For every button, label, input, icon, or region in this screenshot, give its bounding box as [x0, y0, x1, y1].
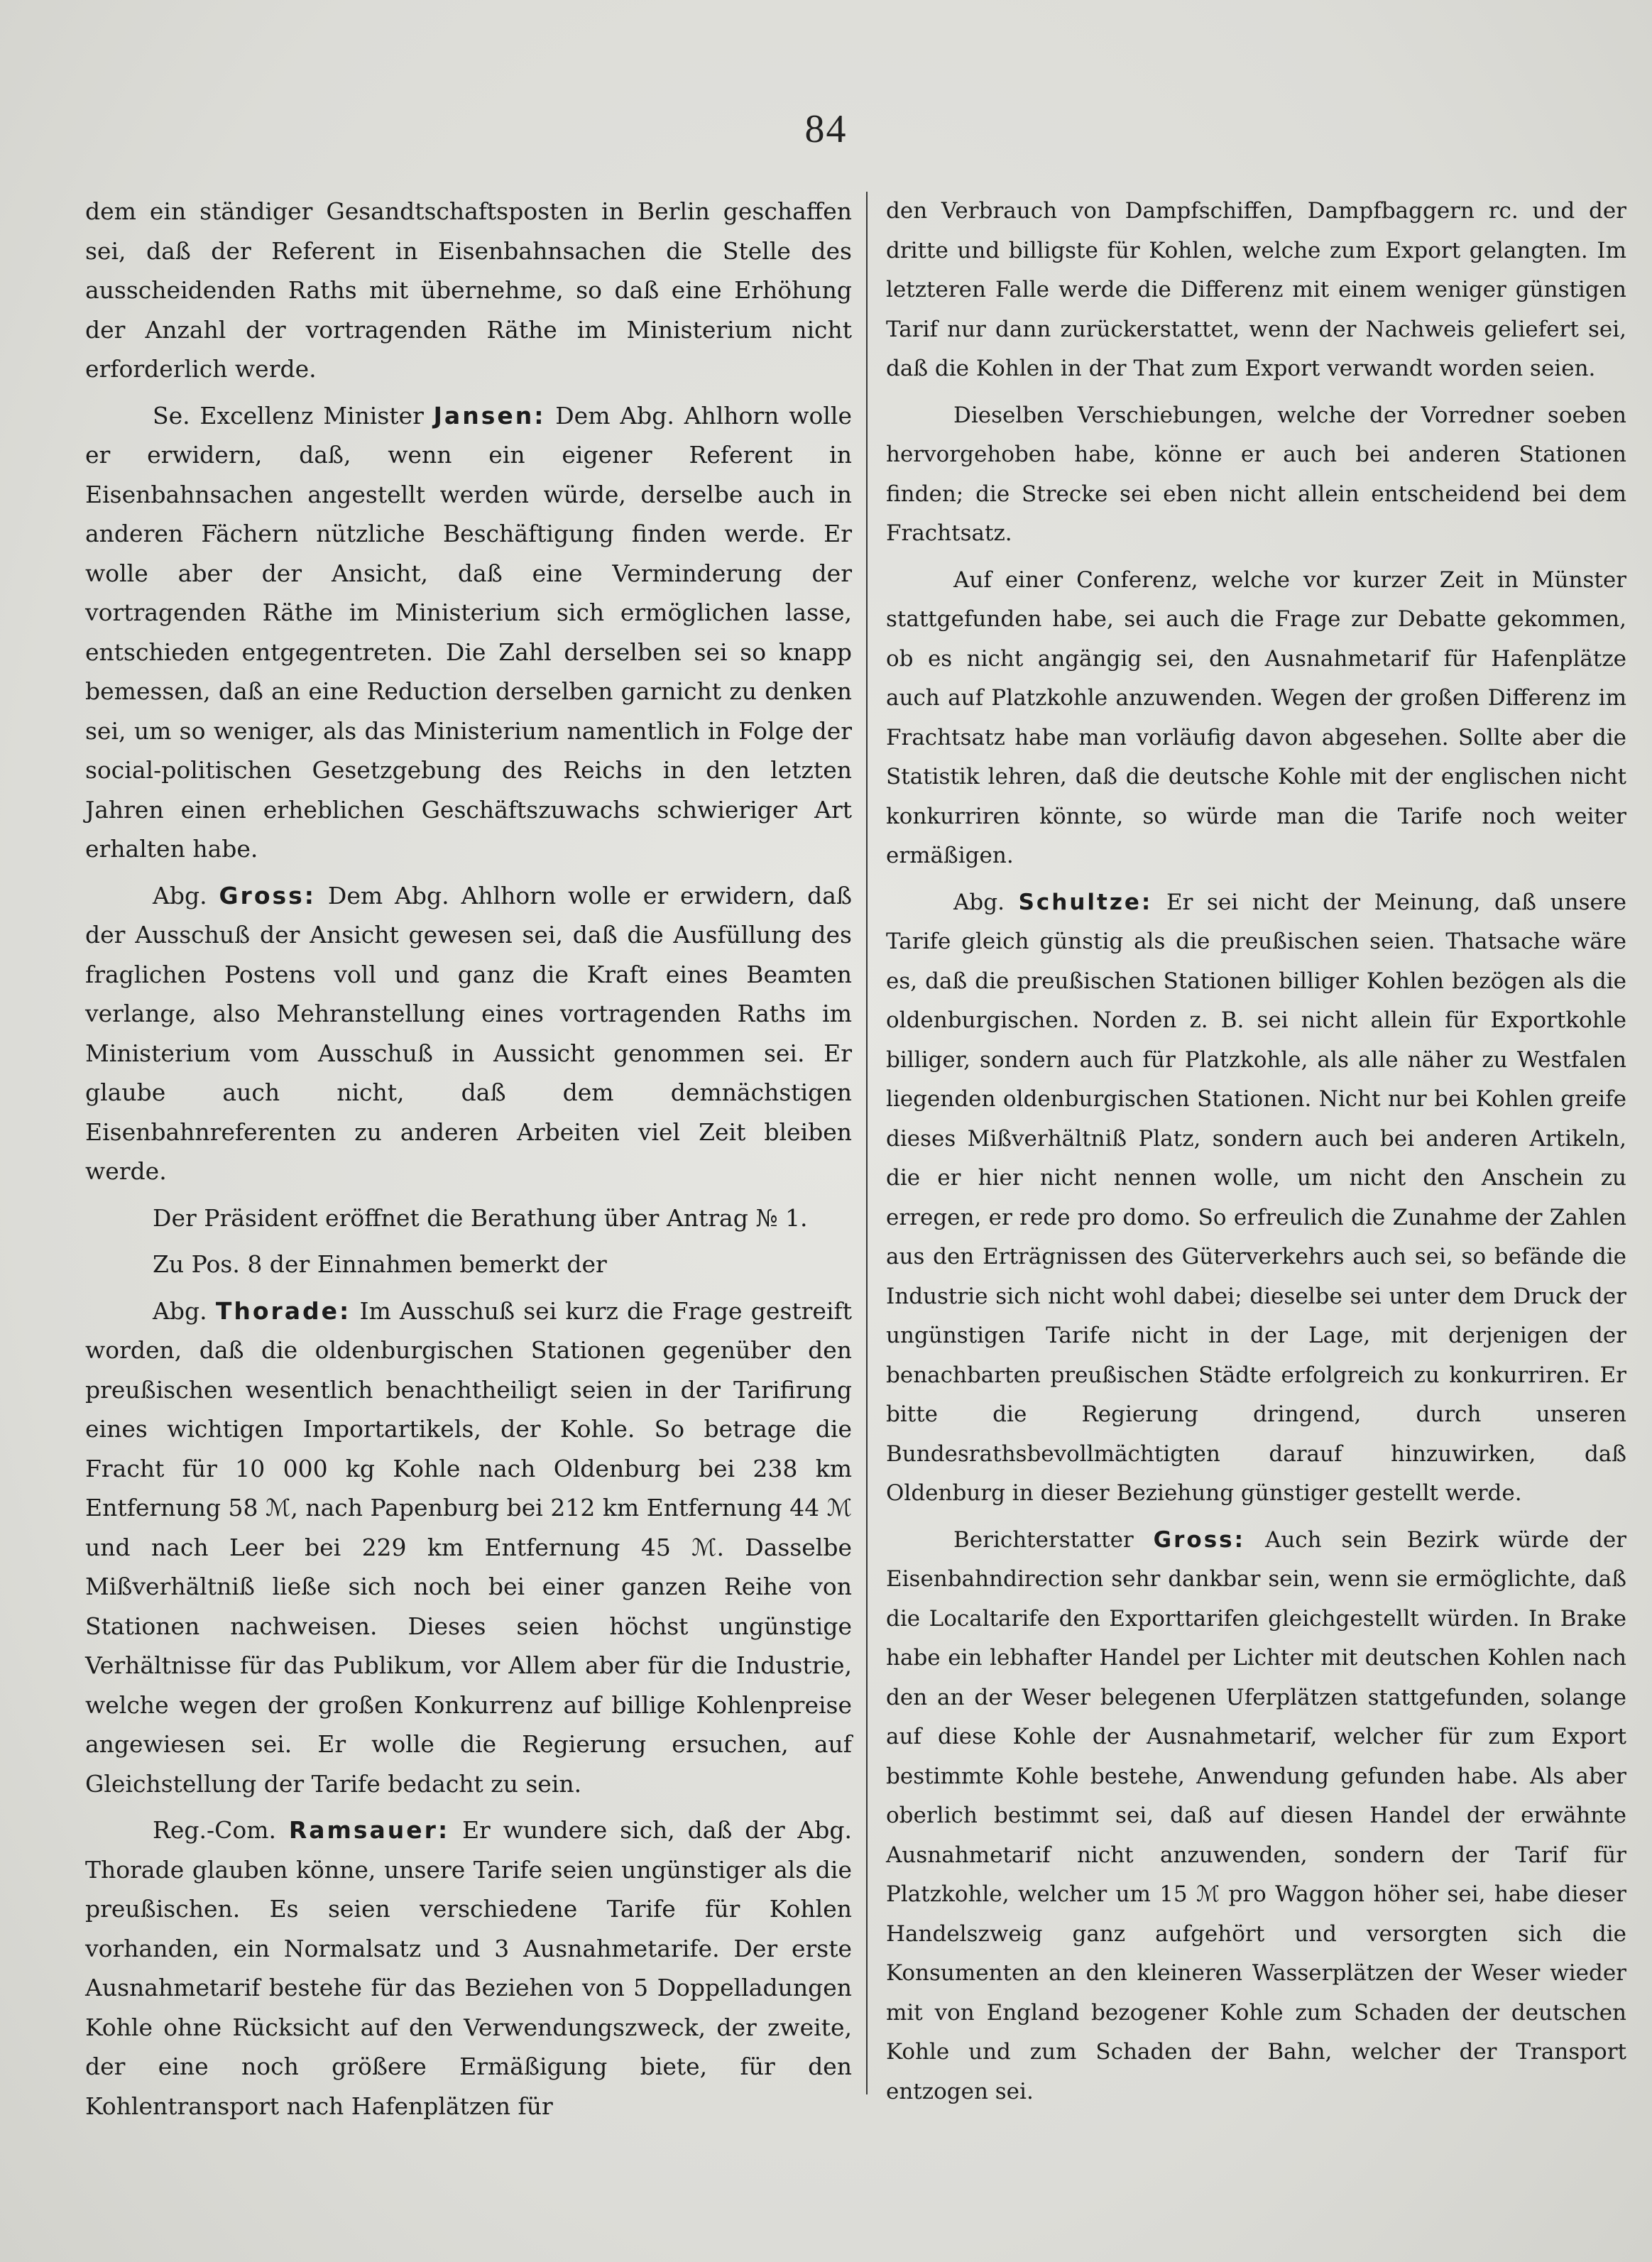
speaker-prefix: Reg.-Com.: [153, 1816, 289, 1844]
paragraph: [85, 1810, 852, 2126]
speaker-prefix: Se. Excellenz Minister: [153, 401, 434, 430]
paragraph: [886, 396, 1626, 554]
paragraph-text: Zu Pos. 8 der Einnahmen bemerkt der: [153, 1250, 607, 1278]
paragraph-text: Er sei nicht der Meinung, daß unsere Tarife gleich günstig als die preußischen seien. Thatsache wäre es, daß die preußischen Stationen billiger Kohlen bezögen als die oldenburgischen. Norden z. B. sei nicht allein für Exportkohle billiger, sondern auch für Platzkohle, als alle näher zu Westfalen liegenden oldenburgischen Stationen. Nicht nur bei Kohlen greife dieses Mißverhältniß Platz, sondern auch bei anderen Artikeln, die er hier nicht nennen wolle, um nicht den Anschein zu erregen, er rede pro domo. So erfreulich die Zunahme der Zahlen aus den Erträgnissen des Güterverkehrs auch sei, so befände die Industrie sich nicht wohl dabei; dieselbe sei unter dem Druck der ungünstigen Tarife nicht in der Lage, mit derjenigen der benachbarten preußischen Städte erfolgreich zu konkurriren. Er bitte die Regierung dringend, durch unseren Bundesrathsbevollmächtigten darauf hinzuwirken, daß Oldenburg in dieser Beziehung günstiger gestellt werde.: [886, 889, 1626, 1506]
speaker-name: Gross:: [1153, 1526, 1246, 1553]
speaker-prefix: Abg.: [153, 1296, 216, 1325]
left-column: [85, 192, 852, 2133]
paragraph: [886, 883, 1626, 1514]
speaker-name: Jansen:: [433, 401, 546, 430]
paragraph: [85, 1245, 852, 1284]
page-number: 84: [804, 107, 848, 151]
paragraph-text: Auf einer Conferenz, welche vor kurzer Zeit in Münster stattgefunden habe, sei auch die Frage zur Debatte gekommen, ob es nicht angängig sei, den Ausnahmetarif für Hafenplätze auch auf Platzkohle anzuwenden. Wegen der großen Differenz im Frachtsatz habe man vorläufig davon abgesehen. Sollte aber die Statistik lehren, daß die deutsche Kohle mit der englischen nicht konkurriren könnte, so würde man die Tarife noch weiter ermäßigen.: [886, 567, 1626, 868]
speaker-name: Gross:: [219, 881, 316, 909]
paragraph: [85, 396, 852, 869]
paragraph: [886, 192, 1626, 389]
paragraph-text: Dieselben Verschiebungen, welche der Vorredner soeben hervorgehoben habe, könne er auch bei anderen Stationen finden; die Strecke sei eben nicht allein entscheidend bei dem Frachtsatz.: [886, 402, 1626, 546]
speaker-prefix: Abg.: [153, 881, 219, 909]
paragraph: [886, 1521, 1626, 2112]
paragraph-text: Er wundere sich, daß der Abg. Thorade glauben könne, unsere Tarife seien ungünstiger als die preußischen. Es seien verschiedene Tarife für Kohlen vorhanden, ein Normalsatz und 3 Ausnahmetarife. Der erste Ausnahmetarif bestehe für das Beziehen von 5 Doppelladungen Kohle ohne Rücksicht auf den Verwendungszweck, der zweite, der eine noch größere Ermäßigung biete, für den Kohlentransport nach Hafenplätzen für: [85, 1816, 852, 2120]
paragraph: [886, 561, 1626, 876]
paragraph: [85, 876, 852, 1191]
paragraph-text: Auch sein Bezirk würde der Eisenbahndirection sehr dankbar sein, wenn sie ermöglichte, daß die Localtarife den Exporttarifen gleichgestellt würden. In Brake habe ein lebhafter Handel per Lichter mit deutschen Kohlen nach den an der Weser belegenen Uferplätzen stattgefunden, solange auf diese Kohle der Ausnahmetarif, welcher für zum Export bestimmte Kohle bestehe, Anwendung gefunden habe. Als aber oberlich bestimmt sei, daß auf diesen Handel der erwähnte Ausnahmetarif nicht anzuwenden, sondern der Tarif für Platzkohle, welcher um 15 ℳ pro Waggon höher sei, habe dieser Handelszweig ganz aufgehört und versorgten sich die Konsumenten an den kleineren Wasserplätzen der Weser wieder mit von England bezogener Kohle zum Schaden der deutschen Kohle und zum Schaden der Bahn, welcher der Transport entzogen sei.: [886, 1526, 1626, 2104]
speaker-name: Schultze:: [1018, 889, 1153, 915]
speaker-prefix: Berichterstatter: [953, 1526, 1154, 1553]
paragraph-text: Dem Abg. Ahlhorn wolle er erwidern, daß, wenn ein eigener Referent in Eisenbahnsachen angestellt werden würde, derselbe auch in anderen Fächern nützliche Beschäftigung finden werde. Er wolle aber der Ansicht, daß eine Verminderung der vortragenden Räthe im Ministerium sich ermöglichen lasse, entschieden entgegentreten. Die Zahl derselben sei so knapp bemessen, daß an eine Reduction derselben garnicht zu denken sei, um so weniger, als das Ministerium namentlich in Folge der social-politischen Gesetzgebung des Reichs in den letzten Jahren einen erheblichen Geschäftszuwachs schwieriger Art erhalten habe.: [85, 401, 852, 863]
paragraph-text: Der Präsident eröffnet die Berathung über Antrag № 1.: [153, 1203, 808, 1232]
paragraph-text: dem ein ständiger Gesandtschaftsposten in Berlin geschaffen sei, daß der Referent in Eisenbahnsachen die Stelle des ausscheidenden Raths mit übernehme, so daß eine Erhöhung der Anzahl der vortragenden Räthe im Ministerium nicht erforderlich werde.: [85, 197, 852, 383]
column-divider: [866, 192, 868, 2094]
speaker-name: Thorade:: [215, 1296, 351, 1325]
speaker-name: Ramsauer:: [288, 1816, 450, 1844]
right-column: [886, 192, 1626, 2119]
paragraph: [85, 1198, 852, 1238]
paragraph-text: Dem Abg. Ahlhorn wolle er erwidern, daß der Ausschuß der Ansicht gewesen sei, daß die Ausfüllung des fraglichen Postens voll und ganz die Kraft eines Beamten verlange, also Mehranstellung eines vortragenden Raths im Ministerium vom Ausschuß in Aussicht genommen sei. Er glaube auch nicht, daß dem demnächstigen Eisenbahnreferenten zu anderen Arbeiten viel Zeit bleiben werde.: [85, 881, 853, 1185]
paragraph: [85, 192, 852, 389]
paragraph-text: Im Ausschuß sei kurz die Frage gestreift worden, daß die oldenburgischen Stationen gegenüber den preußischen wesentlich benachtheiligt seien in der Tarifirung eines wichtigen Importartikels, der Kohle. So betrage die Fracht für 10 000 kg Kohle nach Oldenburg bei 238 km Entfernung 58 ℳ, nach Papenburg bei 212 km Entfernung 44 ℳ und nach Leer bei 229 km Entfernung 45 ℳ. Dasselbe Mißverhältniß ließe sich noch bei einer ganzen Reihe von Stationen nachweisen. Dieses seien höchst ungünstige Verhältnisse für das Publikum, vor Allem aber für die Industrie, welche wegen der großen Konkurrenz auf billige Kohlenpreise angewiesen sei. Er wolle die Regierung ersuchen, auf Gleichstellung der Tarife bedacht zu sein.: [85, 1296, 852, 1798]
paragraph-text: den Verbrauch von Dampfschiffen, Dampfbaggern rc. und der dritte und billigste für Kohlen, welche zum Export gelangten. Im letzteren Falle werde die Differenz mit einem weniger günstigen Tarif nur dann zurückerstattet, wenn der Nachweis geliefert sei, daß die Kohlen in der That zum Export verwandt worden seien.: [886, 198, 1626, 381]
paragraph: [85, 1291, 852, 1804]
speaker-prefix: Abg.: [953, 889, 1019, 915]
